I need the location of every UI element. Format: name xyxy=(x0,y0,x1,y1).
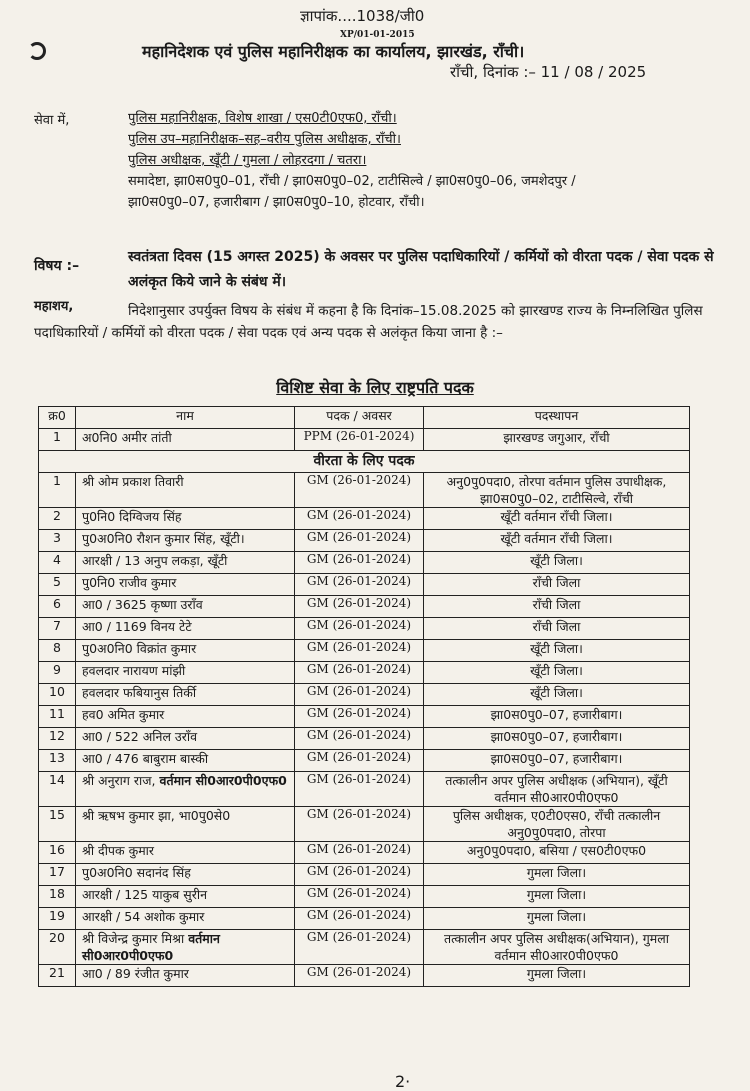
table-row xyxy=(39,772,690,807)
name-cell-text: आरक्षी / 13 अनुप लकड़ा, खूँटी xyxy=(82,553,228,568)
table-row xyxy=(39,618,690,640)
name-cell-text: आ0 / 89 रंजीत कुमार xyxy=(82,966,189,981)
posting-cell-text: राँची जिला xyxy=(532,597,581,612)
posting-cell xyxy=(424,930,690,965)
medal-cell xyxy=(295,908,424,930)
body-paragraph: निदेशानुसार उपर्युक्त विषय के संबंध में कहना है कि दिनांक–15.08.2025 को झारखण्ड राज्य के निम्नलिखित पुलिस पदाधिकारियों / कर्मियों को वीरता पदक / सेवा पदक एवं अन्य पदक से अलंकृत किया जाना है :– xyxy=(34,303,703,341)
table-row xyxy=(39,886,690,908)
posting-cell xyxy=(424,706,690,728)
serial-cell xyxy=(39,842,76,864)
name-cell-text: श्री ओम प्रकाश तिवारी xyxy=(82,474,184,489)
name-cell xyxy=(76,429,295,451)
posting-cell xyxy=(424,429,690,451)
name-cell xyxy=(76,530,295,552)
posting-cell xyxy=(424,684,690,706)
name-cell-text: पु0नि0 राजीव कुमार xyxy=(82,575,177,590)
medal-cell xyxy=(295,807,424,842)
section-heading: वीरता के लिए पदक xyxy=(39,451,690,473)
name-cell xyxy=(76,908,295,930)
table-body xyxy=(39,429,690,987)
serial-cell-text: 4 xyxy=(53,552,61,567)
addressee-list xyxy=(128,108,728,213)
medal-cell-text: GM (26-01-2024) xyxy=(306,530,412,544)
salutation: महाशय, xyxy=(34,299,74,314)
name-cell xyxy=(76,552,295,574)
medal-cell-text: GM (26-01-2024) xyxy=(306,864,412,878)
serial-cell xyxy=(39,750,76,772)
table-title-text: विशिष्ट सेवा के लिए राष्ट्रपति पदक xyxy=(276,378,474,397)
medal-cell xyxy=(295,886,424,908)
serial-cell xyxy=(39,530,76,552)
punch-hole-mark xyxy=(28,42,46,60)
medal-cell-text: GM (26-01-2024) xyxy=(306,662,412,676)
name-cell-text: आ0 / 1169 विनय टेटे xyxy=(82,619,192,634)
medal-cell xyxy=(295,728,424,750)
medal-cell-text: GM (26-01-2024) xyxy=(306,886,412,900)
serial-cell-text: 14 xyxy=(49,772,65,787)
medal-cell-text: GM (26-01-2024) xyxy=(306,552,412,566)
medal-cell xyxy=(295,552,424,574)
name-cell-text: श्री ऋषभ कुमार झा, भा0पु0से0 xyxy=(82,808,231,823)
medal-cell-text: GM (26-01-2024) xyxy=(306,842,412,856)
posting-cell xyxy=(424,618,690,640)
serial-cell-text: 18 xyxy=(49,886,65,901)
serial-cell-text: 20 xyxy=(49,930,65,945)
table-row xyxy=(39,965,690,987)
serial-cell-text: 19 xyxy=(49,908,65,923)
table-row xyxy=(39,864,690,886)
name-cell xyxy=(76,574,295,596)
posting-cell xyxy=(424,772,690,807)
header-name: नाम xyxy=(76,407,295,429)
medal-cell-text: GM (26-01-2024) xyxy=(306,930,412,944)
medal-cell-text: GM (26-01-2024) xyxy=(306,908,412,922)
addressee-line: पुलिस उप–महानिरीक्षक–सह–वरीय पुलिस अधीक्षक, राँची। xyxy=(128,132,401,147)
medal-cell xyxy=(295,750,424,772)
serial-cell-text: 1 xyxy=(53,473,61,488)
name-cell xyxy=(76,728,295,750)
serial-cell-text: 5 xyxy=(53,574,61,589)
serial-cell xyxy=(39,728,76,750)
name-cell-text: आरक्षी / 54 अशोक कुमार xyxy=(82,909,205,924)
medal-cell xyxy=(295,864,424,886)
medal-cell-text: GM (26-01-2024) xyxy=(306,508,412,522)
posting-cell xyxy=(424,530,690,552)
posting-cell-text: झारखण्ड जगुआर, राँची xyxy=(503,430,610,445)
name-cell xyxy=(76,508,295,530)
table-row xyxy=(39,728,690,750)
name-cell xyxy=(76,772,295,807)
posting-cell-text: गुमला जिला। xyxy=(526,865,587,880)
posting-cell-text: खूँटी जिला। xyxy=(530,641,583,656)
name-cell xyxy=(76,473,295,508)
table-row xyxy=(39,530,690,552)
table-row xyxy=(39,596,690,618)
posting-cell-text: गुमला जिला। xyxy=(526,887,587,902)
posting-cell xyxy=(424,842,690,864)
medal-cell xyxy=(295,530,424,552)
serial-cell xyxy=(39,574,76,596)
table-row xyxy=(39,908,690,930)
table-row xyxy=(39,640,690,662)
xp-code: XP/01-01-2015 xyxy=(340,30,415,40)
serial-cell-text: 17 xyxy=(49,864,65,879)
serial-cell xyxy=(39,886,76,908)
table-header-row xyxy=(39,407,690,429)
table-row xyxy=(39,750,690,772)
posting-cell-text: तत्कालीन अपर पुलिस अधीक्षक (अभियान), खूँटी वर्तमान सी0आर0पी0एफ0 xyxy=(445,773,668,805)
serial-cell-text: 6 xyxy=(53,596,61,611)
name-cell xyxy=(76,750,295,772)
name-cell xyxy=(76,706,295,728)
medal-cell-text: GM (26-01-2024) xyxy=(306,772,412,786)
serial-cell-text: 8 xyxy=(53,640,61,655)
name-cell-text: श्री अनुराग राज, xyxy=(82,773,156,788)
medal-cell-text: GM (26-01-2024) xyxy=(306,684,412,698)
serial-cell xyxy=(39,429,76,451)
medal-cell-text: GM (26-01-2024) xyxy=(306,706,412,720)
serial-cell-text: 12 xyxy=(49,728,65,743)
medal-cell xyxy=(295,429,424,451)
name-cell-text: पु0अ0नि0 रौशन कुमार सिंह, खूँटी। xyxy=(82,531,245,546)
name-cell-text: पु0अ0नि0 सदानंद सिंह xyxy=(82,865,191,880)
name-cell-text: श्री विजेन्द्र कुमार मिश्रा xyxy=(82,931,185,946)
serial-cell-text: 9 xyxy=(53,662,61,677)
medal-cell-text: GM (26-01-2024) xyxy=(306,807,412,821)
name-current-posting: वर्तमान सी0आर0पी0एफ0 xyxy=(159,773,287,788)
posting-cell-text: खूँटी वर्तमान राँची जिला। xyxy=(500,531,613,546)
posting-cell xyxy=(424,750,690,772)
medal-cell xyxy=(295,772,424,807)
posting-cell-text: अनु0पु0पदा0, बसिया / एस0टी0एफ0 xyxy=(466,843,647,858)
medal-cell-text: GM (26-01-2024) xyxy=(306,728,412,742)
serial-cell-text: 11 xyxy=(49,706,65,721)
name-cell xyxy=(76,684,295,706)
medal-cell xyxy=(295,662,424,684)
posting-cell-text: झा0स0पु0–07, हजारीबाग। xyxy=(490,729,623,744)
serial-cell xyxy=(39,662,76,684)
posting-cell xyxy=(424,552,690,574)
posting-cell xyxy=(424,662,690,684)
serial-cell xyxy=(39,508,76,530)
header-serial: क्र0 xyxy=(39,407,76,429)
posting-cell-text: तत्कालीन अपर पुलिस अधीक्षक(अभियान), गुमला वर्तमान सी0आर0पी0एफ0 xyxy=(444,931,669,963)
serial-cell-text: 1 xyxy=(53,429,61,444)
name-cell xyxy=(76,662,295,684)
letter-date: राँची, दिनांक :– 11 / 08 / 2025 xyxy=(450,63,647,81)
posting-cell xyxy=(424,728,690,750)
serial-cell-text: 21 xyxy=(49,965,65,980)
medal-cell xyxy=(295,684,424,706)
serial-cell xyxy=(39,596,76,618)
table-row xyxy=(39,429,690,451)
serial-cell xyxy=(39,864,76,886)
name-cell-text: पु0नि0 दिग्विजय सिंह xyxy=(82,509,182,524)
table-row xyxy=(39,930,690,965)
posting-cell xyxy=(424,886,690,908)
medal-cell xyxy=(295,640,424,662)
serial-cell-text: 16 xyxy=(49,842,65,857)
header-posting: पदस्थापन xyxy=(424,407,690,429)
serial-cell-text: 15 xyxy=(49,807,65,822)
name-cell-text: हव0 अमित कुमार xyxy=(82,707,165,722)
medal-cell xyxy=(295,574,424,596)
serial-cell xyxy=(39,930,76,965)
table-row xyxy=(39,662,690,684)
table-row xyxy=(39,807,690,842)
medal-cell xyxy=(295,965,424,987)
posting-cell-text: खूँटी वर्तमान राँची जिला। xyxy=(500,509,613,524)
table-row xyxy=(39,706,690,728)
name-cell xyxy=(76,596,295,618)
name-cell-text: पु0अ0नि0 विक्रांत कुमार xyxy=(82,641,197,656)
serial-cell-text: 10 xyxy=(49,684,65,699)
serial-cell-text: 2 xyxy=(53,508,61,523)
posting-cell xyxy=(424,864,690,886)
table-title xyxy=(0,376,750,398)
serial-cell xyxy=(39,552,76,574)
posting-cell xyxy=(424,574,690,596)
serial-cell xyxy=(39,908,76,930)
table-row xyxy=(39,574,690,596)
medal-cell-text: GM (26-01-2024) xyxy=(306,965,412,979)
name-cell xyxy=(76,640,295,662)
posting-cell-text: गुमला जिला। xyxy=(526,966,587,981)
posting-cell-text: झा0स0पु0–07, हजारीबाग। xyxy=(490,751,623,766)
serial-cell xyxy=(39,706,76,728)
name-cell xyxy=(76,930,295,965)
serial-cell xyxy=(39,684,76,706)
posting-cell xyxy=(424,640,690,662)
posting-cell-text: झा0स0पु0–07, हजारीबाग। xyxy=(490,707,623,722)
posting-cell-text: अनु0पु0पदा0, तोरपा वर्तमान पुलिस उपाधीक्षक, झा0स0पु0–02, टाटीसिल्वे, राँची xyxy=(446,474,667,506)
posting-cell-text: खूँटी जिला। xyxy=(530,663,583,678)
medal-cell-text: GM (26-01-2024) xyxy=(306,596,412,610)
posting-cell xyxy=(424,908,690,930)
medal-cell-text: PPM (26-01-2024) xyxy=(303,429,415,443)
serial-cell-text: 3 xyxy=(53,530,61,545)
medal-cell-text: GM (26-01-2024) xyxy=(306,640,412,654)
table-row xyxy=(39,684,690,706)
reference-number: ज्ञापांक....1038/जी0 xyxy=(300,7,425,25)
name-cell-text: आरक्षी / 125 याकुब सुरीन xyxy=(82,887,208,902)
table-row xyxy=(39,842,690,864)
medal-cell xyxy=(295,930,424,965)
subject-text: स्वतंत्रता दिवस (15 अगस्त 2025) के अवसर पर पुलिस पदाधिकारियों / कर्मियों को वीरता पदक / सेवा पदक से अलंकृत किये जाने के संबंध में। xyxy=(128,249,714,290)
posting-cell-text: खूँटी जिला। xyxy=(530,685,583,700)
medal-table xyxy=(38,406,690,987)
name-cell-text: आ0 / 3625 कृष्णा उराँव xyxy=(82,597,203,612)
table-row xyxy=(39,508,690,530)
serial-cell xyxy=(39,640,76,662)
medal-cell xyxy=(295,508,424,530)
medal-cell-text: GM (26-01-2024) xyxy=(306,473,412,487)
serial-cell-text: 13 xyxy=(49,750,65,765)
name-current-posting: वर्तमान सी0आर0पी0एफ0 xyxy=(82,931,220,963)
medal-cell xyxy=(295,473,424,508)
addressee-line: झा0स0पु0–07, हजारीबाग / झा0स0पु0–10, होटवार, राँची। xyxy=(128,195,425,210)
medal-cell xyxy=(295,596,424,618)
posting-cell xyxy=(424,508,690,530)
name-cell-text: आ0 / 476 बाबुराम बास्की xyxy=(82,751,209,766)
medal-cell-text: GM (26-01-2024) xyxy=(306,574,412,588)
medal-cell xyxy=(295,842,424,864)
serial-cell xyxy=(39,965,76,987)
posting-cell-text: पुलिस अधीक्षक, ए0टी0एस0, राँची तत्कालीन अनु0पु0पदा0, तोरपा xyxy=(452,808,661,840)
subject-label: विषय :– xyxy=(34,258,80,274)
posting-cell-text: खूँटी जिला। xyxy=(530,553,583,568)
name-cell xyxy=(76,618,295,640)
name-cell xyxy=(76,886,295,908)
office-heading: महानिदेशक एवं पुलिस महानिरीक्षक का कार्यालय, झारखंड, राँची। xyxy=(142,42,525,61)
addressee-line: समादेष्टा, झा0स0पु0–01, राँची / झा0स0पु0–02, टाटीसिल्वे / झा0स0पु0–06, जमशेदपुर / xyxy=(128,174,576,189)
table-row xyxy=(39,552,690,574)
serial-cell xyxy=(39,473,76,508)
posting-cell-text: गुमला जिला। xyxy=(526,909,587,924)
posting-cell xyxy=(424,596,690,618)
posting-cell xyxy=(424,807,690,842)
name-cell xyxy=(76,864,295,886)
addressee-line: पुलिस महानिरीक्षक, विशेष शाखा / एस0टी0एफ0, राँची। xyxy=(128,111,397,126)
name-cell-text: आ0 / 522 अनिल उराँव xyxy=(82,729,198,744)
name-cell xyxy=(76,965,295,987)
medal-cell xyxy=(295,706,424,728)
posting-cell xyxy=(424,965,690,987)
name-cell-text: श्री दीपक कुमार xyxy=(82,843,155,858)
section-heading-row xyxy=(39,451,690,473)
medal-cell-text: GM (26-01-2024) xyxy=(306,750,412,764)
name-cell xyxy=(76,807,295,842)
posting-cell-text: राँची जिला xyxy=(532,575,581,590)
name-cell xyxy=(76,842,295,864)
name-cell-text: हवलदार नारायण मांझी xyxy=(82,663,186,678)
name-cell-text: हवलदार फबियानुस तिर्की xyxy=(82,685,197,700)
handwritten-page-mark: 2· xyxy=(395,1072,411,1091)
serial-cell xyxy=(39,807,76,842)
posting-cell xyxy=(424,473,690,508)
medal-cell xyxy=(295,618,424,640)
addressee-label: सेवा में, xyxy=(34,113,70,128)
posting-cell-text: राँची जिला xyxy=(532,619,581,634)
serial-cell xyxy=(39,772,76,807)
serial-cell-text: 7 xyxy=(53,618,61,633)
medal-cell-text: GM (26-01-2024) xyxy=(306,618,412,632)
addressee-line: पुलिस अधीक्षक, खूँटी / गुमला / लोहरदगा / चतरा। xyxy=(128,153,367,168)
name-cell-text: अ0नि0 अमीर तांती xyxy=(82,430,172,445)
serial-cell xyxy=(39,618,76,640)
table-row xyxy=(39,473,690,508)
header-medal: पदक / अवसर xyxy=(295,407,424,429)
